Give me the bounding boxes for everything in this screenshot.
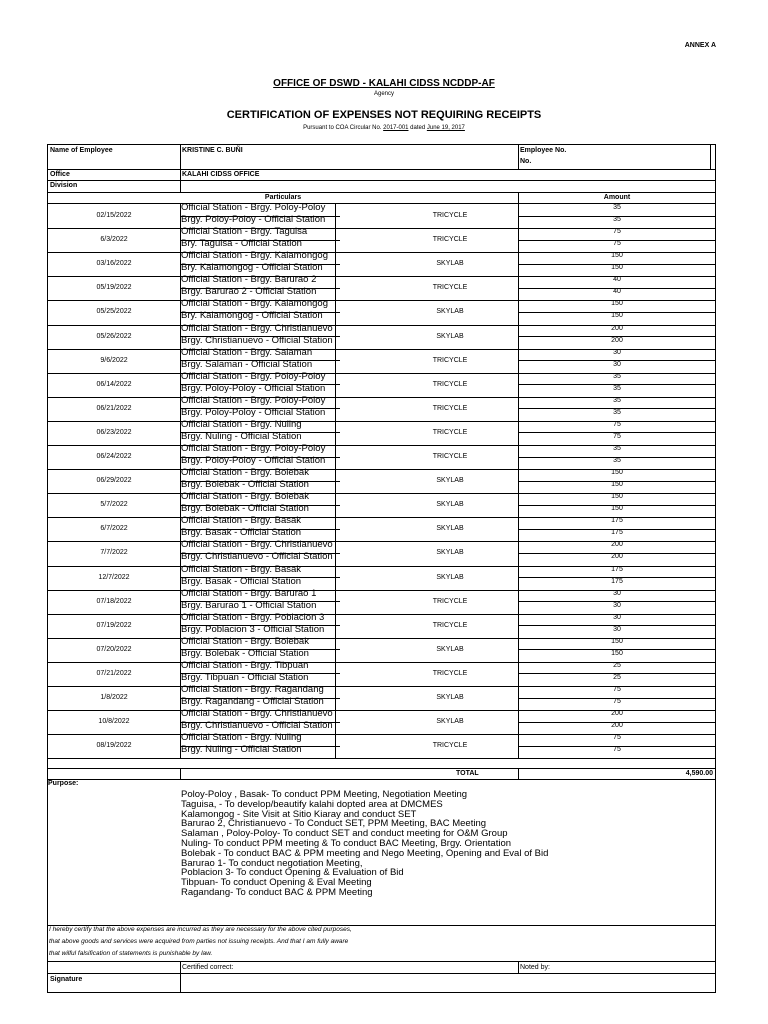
total-label: TOTAL (456, 770, 479, 777)
row-amount-return: 40 (613, 288, 621, 296)
purpose-line: Taguisa, - To develop/beautify kalahi dopted area at DMCMES (181, 798, 443, 810)
table-row (48, 204, 715, 228)
row-amount-out: 35 (613, 372, 621, 380)
row-vehicle: TRICYCLE (432, 453, 468, 460)
row-amount-out: 150 (611, 300, 623, 308)
divider (48, 169, 716, 170)
divider (48, 192, 716, 193)
row-particular-out: Official Station - Brgy. Ragandang (181, 684, 324, 695)
row-amount-return: 200 (611, 553, 623, 561)
row-amount-return: 200 (611, 336, 623, 344)
row-date: 02/15/2022 (96, 212, 132, 219)
row-particular-return: Brgy. Ragandang - Official Station (181, 696, 324, 707)
certification-line: I hereby certify that the above expenses are incurred as they are necessary for the above cited purposes, (49, 926, 352, 933)
row-amount-out: 35 (613, 396, 621, 404)
signature-label: Signature (50, 976, 83, 983)
divider (518, 961, 519, 973)
row-particular-return: Brgy. Poloy-Poloy - Official Station (181, 214, 326, 225)
purpose-line: Kalamongog - Site Visit at Sitio Kiaray and conduct SET (181, 808, 417, 820)
divider (48, 961, 716, 962)
row-particular-out: Official Station - Brgy. Bolebak (181, 467, 309, 479)
document-title: CERTIFICATION OF EXPENSES NOT REQUIRING RECEIPTS (226, 109, 542, 121)
row-vehicle: TRICYCLE (432, 597, 468, 605)
table-row (48, 517, 715, 541)
row-amount-out: 30 (613, 613, 621, 621)
row-amount-out: 25 (613, 661, 621, 669)
row-amount-return: 150 (611, 264, 623, 272)
row-particular-out: Official Station - Brgy. Kalamongog (181, 298, 328, 310)
row-vehicle: TRICYCLE (432, 236, 468, 244)
row-amount-out: 150 (611, 469, 623, 477)
row-date: 12/7/2022 (98, 573, 130, 581)
table-row (48, 346, 715, 373)
row-particular-return: Brgy. Poblacion 3 - Official Station (181, 623, 325, 635)
row-particular-return: Brgy. Bolebak - Official Station (181, 503, 309, 515)
office-label: Office (50, 171, 70, 178)
row-particular-return: Brgy. Basak - Official Station (181, 575, 302, 587)
row-particular-out: Official Station - Brgy. Christianuevo (181, 708, 333, 720)
certification-line: that above goods and services were acquired from parties not issuing receipts. And that I am fully aware (49, 938, 349, 945)
row-amount-out: 35 (613, 204, 621, 211)
row-date: 05/26/2022 (96, 332, 132, 340)
row-particular-out: Official Station - Brgy. Basak (181, 563, 302, 575)
row-amount-out: 35 (613, 445, 621, 452)
table-row (48, 686, 715, 710)
divider (180, 768, 181, 779)
row-amount-return: 35 (613, 457, 621, 464)
table-row (48, 734, 715, 758)
row-date: 06/29/2022 (96, 477, 132, 485)
row-particular-out: Official Station - Brgy. Poloy-Poloy (181, 394, 326, 406)
row-vehicle: SKYLAB (436, 477, 464, 485)
row-date: 6/3/2022 (100, 236, 128, 244)
row-particular-out: Official Station - Brgy. Nuling (181, 732, 302, 744)
divider (518, 144, 519, 169)
row-particular-return: Brgy. Nuling - Official Station (181, 430, 302, 442)
row-date: 06/24/2022 (96, 453, 132, 460)
purpose-line: Poblacion 3- To conduct Opening & Evaluation of Bid (181, 867, 404, 879)
purpose-line: Barurao 1- To conduct negotiation Meeting, (181, 857, 363, 869)
row-date: 05/25/2022 (96, 308, 132, 316)
row-particular-return: Brgy. Nuling - Official Station (181, 744, 302, 756)
row-amount-out: 200 (611, 324, 623, 332)
table-row (48, 635, 715, 662)
row-amount-return: 35 (613, 384, 621, 392)
row-amount-out: 200 (611, 710, 623, 718)
row-particular-out: Official Station - Brgy. Barurao 1 (181, 587, 317, 599)
row-amount-out: 30 (613, 589, 621, 597)
divider (48, 180, 716, 181)
row-particular-return: Bry. Taguisa - Official Station (181, 238, 302, 250)
division-label: Division (50, 182, 78, 189)
row-vehicle: TRICYCLE (432, 742, 468, 750)
employee-no-label: Employee No. (520, 147, 567, 154)
signature-field[interactable] (181, 974, 515, 992)
agency-caption: Agency (373, 91, 394, 97)
row-vehicle: SKYLAB (436, 718, 464, 726)
employee-no-label-2: No. (520, 158, 532, 165)
divider (48, 779, 716, 780)
row-particular-return: Bry. Kalamongog - Official Station (181, 310, 323, 322)
row-particular-return: Brgy. Bolebak - Official Station (181, 479, 309, 491)
row-particular-out: Official Station - Brgy. Christianuevo (181, 539, 333, 551)
row-particular-return: Bry. Kalamongog - Official Station (181, 262, 323, 274)
row-particular-out: Official Station - Brgy. Poloy-Poloy (181, 202, 326, 213)
table-row (48, 659, 715, 686)
row-vehicle: SKYLAB (436, 525, 464, 533)
row-particular-out: Official Station - Brgy. Basak (181, 515, 302, 527)
row-particular-return: Brgy. Tibpuan - Official Station (181, 671, 309, 683)
row-particular-return: Brgy. Bolebak - Official Station (181, 647, 309, 659)
certified-correct-label: Certified correct: (182, 964, 234, 971)
employee-name-value: KRISTINE C. BUÑI (182, 147, 243, 154)
row-date: 7/7/2022 (100, 549, 128, 557)
row-amount-return: 150 (611, 481, 623, 489)
divider (710, 144, 711, 169)
table-row (48, 418, 715, 445)
row-particular-out: Official Station - Brgy. Poblacion 3 (181, 611, 325, 623)
circular-number: 2017-001 (383, 125, 409, 131)
row-amount-out: 75 (613, 420, 621, 428)
row-date: 03/16/2022 (96, 260, 132, 268)
row-particular-out: Official Station - Brgy. Poloy-Poloy (181, 443, 326, 454)
table-row (48, 228, 715, 252)
particulars-header: Particulars (264, 194, 302, 201)
row-vehicle: SKYLAB (436, 645, 464, 653)
row-amount-return: 30 (613, 360, 621, 368)
table-row (48, 469, 715, 493)
table-row (48, 563, 715, 590)
noted-by-label: Noted by: (520, 964, 550, 971)
row-amount-return: 25 (613, 673, 621, 681)
row-amount-out: 150 (611, 637, 623, 645)
row-amount-return: 150 (611, 505, 623, 513)
row-particular-out: Official Station - Brgy. Kalamongog (181, 250, 328, 262)
row-particular-return: Brgy. Barurao 1 - Official Station (181, 599, 317, 611)
row-date: 06/23/2022 (96, 428, 132, 436)
row-particular-return: Brgy. Basak - Official Station (181, 527, 302, 539)
row-vehicle: SKYLAB (436, 573, 464, 581)
purpose-line: Tibpuan- To conduct Opening & Eval Meeting (181, 877, 372, 889)
divider (518, 768, 519, 779)
row-vehicle: TRICYCLE (432, 621, 468, 629)
row-amount-return: 35 (613, 408, 621, 416)
row-amount-out: 75 (613, 228, 621, 236)
row-particular-return: Brgy. Christianuevo - Official Station (181, 551, 333, 563)
row-amount-return: 175 (611, 577, 623, 585)
row-vehicle: SKYLAB (436, 694, 464, 701)
row-amount-return: 75 (613, 698, 621, 705)
row-amount-out: 75 (613, 686, 621, 693)
row-amount-out: 150 (611, 493, 623, 501)
table-row (48, 445, 715, 469)
row-date: 07/18/2022 (96, 597, 132, 605)
row-particular-return: Brgy. Christianuevo - Official Station (181, 334, 333, 346)
row-particular-out: Official Station - Brgy. Nuling (181, 418, 302, 430)
pursuant-line (0, 125, 768, 131)
total-value: 4,590.00 (685, 770, 713, 777)
purpose-label: Purpose: (48, 780, 79, 787)
table-row (48, 710, 715, 734)
row-particular-return: Brgy. Christianuevo - Official Station (181, 720, 333, 732)
purpose-line: Nuling- To conduct PPM meeting & To conduct BAC Meeting, Brgy. Orientation (181, 837, 512, 849)
row-particular-return: Brgy. Poloy-Poloy - Official Station (181, 406, 326, 418)
row-particular-return: Brgy. Barurao 2 - Official Station (181, 286, 317, 298)
amount-header: Amount (603, 194, 631, 201)
row-vehicle: TRICYCLE (432, 212, 468, 219)
table-row (48, 541, 715, 565)
agency-name: OFFICE OF DSWD - KALAHI CIDSS NCDDP-AF (273, 78, 495, 89)
certification-line: that wilful falsification of statements is punishable by law. (49, 950, 213, 957)
row-amount-return: 150 (611, 649, 623, 657)
row-date: 06/21/2022 (96, 404, 132, 412)
purpose-line: Salaman , Poloy-Poloy- To conduct SET and conduct meeting for O&M Group (181, 828, 508, 840)
purpose-line: Bolebak - To conduct BAC & PPM meeting and Nego Meeting, Opening and Eval of Bid (181, 847, 549, 859)
row-amount-return: 35 (613, 216, 621, 223)
row-amount-return: 75 (613, 240, 621, 248)
row-particular-out: Official Station - Brgy. Christianuevo (181, 322, 333, 334)
dated-label: dated (410, 125, 426, 131)
table-row (48, 300, 715, 324)
table-row (48, 370, 715, 397)
row-amount-return: 75 (613, 746, 621, 754)
row-amount-return: 75 (613, 432, 621, 440)
row-vehicle: TRICYCLE (432, 380, 468, 388)
row-date: 08/19/2022 (96, 742, 132, 750)
row-particular-return: Brgy. Poloy-Poloy - Official Station (181, 455, 326, 466)
employee-name-label: Name of Employee (50, 147, 113, 154)
row-particular-out: Official Station - Brgy. Bolebak (181, 635, 309, 647)
annex-label: ANNEX A (684, 42, 716, 49)
row-amount-out: 175 (611, 565, 623, 573)
office-value: KALAHI CIDSS OFFICE (182, 171, 260, 178)
pursuant-prefix: Pursuant to COA Circular No. (303, 125, 382, 131)
purpose-line: Ragandang- To conduct BAC & PPM Meeting (181, 886, 373, 898)
row-amount-out: 150 (611, 252, 623, 260)
row-vehicle: TRICYCLE (432, 404, 468, 412)
divider (48, 768, 716, 769)
row-vehicle: SKYLAB (436, 549, 464, 557)
purpose-line: Barurao 2, Christianuevo - To Conduct SET, PPM Meeting, BAC Meeting (181, 818, 487, 830)
row-amount-return: 150 (611, 312, 623, 320)
table-row (48, 587, 715, 614)
row-date: 5/7/2022 (100, 501, 128, 509)
table-row (48, 493, 715, 517)
row-date: 10/8/2022 (98, 718, 130, 726)
row-date: 07/20/2022 (96, 645, 132, 653)
row-particular-out: Official Station - Brgy. Tibpuan (181, 659, 309, 671)
row-particular-out: Official Station - Brgy. Barurao 2 (181, 274, 317, 286)
divider (48, 758, 716, 759)
purpose-text (181, 790, 548, 898)
row-vehicle: SKYLAB (436, 308, 464, 316)
table-row (48, 611, 715, 638)
row-vehicle: SKYLAB (436, 332, 464, 340)
row-date: 6/7/2022 (100, 525, 128, 533)
row-vehicle: TRICYCLE (432, 284, 468, 292)
row-particular-return: Brgy. Poloy-Poloy - Official Station (181, 382, 326, 394)
circular-date: June 19, 2017 (426, 125, 465, 131)
row-amount-return: 30 (613, 625, 621, 633)
row-vehicle: TRICYCLE (432, 428, 468, 436)
row-particular-out: Official Station - Brgy. Bolebak (181, 491, 309, 503)
row-vehicle: TRICYCLE (432, 669, 468, 677)
row-date: 07/21/2022 (96, 669, 132, 677)
row-amount-out: 75 (613, 734, 621, 742)
row-vehicle: SKYLAB (436, 501, 464, 509)
row-date: 05/19/2022 (96, 284, 132, 292)
purpose-line: Poloy-Poloy , Basak- To conduct PPM Meeting, Negotiation Meeting (181, 789, 468, 800)
table-row (48, 394, 715, 421)
row-amount-return: 200 (611, 722, 623, 730)
row-amount-return: 175 (611, 529, 623, 537)
row-amount-out: 40 (613, 276, 621, 284)
row-particular-out: Official Station - Brgy. Poloy-Poloy (181, 370, 326, 382)
table-row (48, 276, 715, 300)
row-date: 07/19/2022 (96, 621, 132, 629)
table-row (48, 322, 715, 349)
row-vehicle: TRICYCLE (432, 356, 468, 364)
row-amount-out: 200 (611, 541, 623, 549)
table-row (48, 252, 715, 276)
row-particular-out: Official Station - Brgy. Taguisa (181, 226, 308, 238)
row-amount-return: 30 (613, 601, 621, 609)
row-amount-out: 175 (611, 517, 623, 525)
row-particular-out: Official Station - Brgy. Salaman (181, 346, 313, 358)
row-date: 1/8/2022 (100, 694, 128, 701)
row-date: 06/14/2022 (96, 380, 132, 388)
row-date: 9/6/2022 (100, 356, 128, 364)
row-vehicle: SKYLAB (436, 260, 464, 268)
row-particular-return: Brgy. Salaman - Official Station (181, 358, 313, 370)
row-amount-out: 30 (613, 348, 621, 356)
divider (180, 144, 181, 192)
